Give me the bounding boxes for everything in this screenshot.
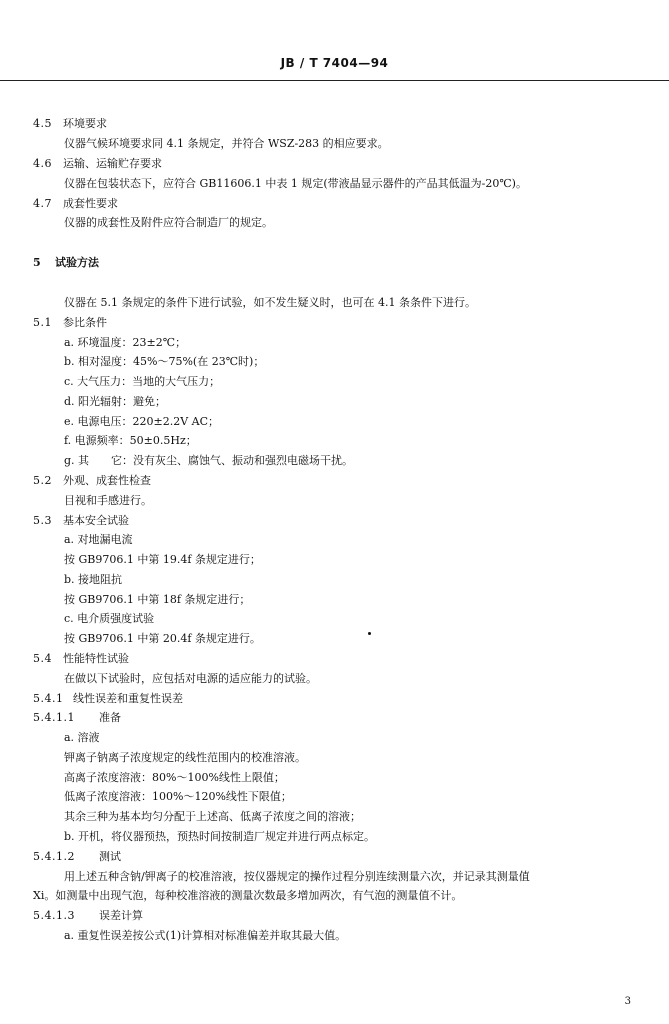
section-heading: 5.3 基本安全试验 bbox=[33, 514, 129, 527]
list-item: c. 电介质强度试验 bbox=[64, 612, 155, 625]
paragraph-line: 按 GB9706.1 中第 19.4f 条规定进行； bbox=[64, 553, 261, 566]
paragraph-line: 目视和手感进行。 bbox=[64, 494, 152, 507]
section-heading: 4.6 运输、运输贮存要求 bbox=[33, 157, 162, 170]
list-item: b. 开机，将仪器预热，预热时间按制造厂规定并进行两点标定。 bbox=[64, 830, 376, 843]
paragraph-line: 其余三种为基本均匀分配于上述高、低离子浓度之间的溶液； bbox=[64, 810, 361, 823]
section-heading: 5.2 外观、成套性检查 bbox=[33, 474, 151, 487]
paragraph-line: 高离子浓度溶液：80%～100%线性上限值； bbox=[64, 771, 285, 784]
subsection-heading: 5.4.1.3 误差计算 bbox=[33, 909, 143, 922]
list-item: a. 溶液 bbox=[64, 731, 100, 744]
paragraph-line: 按 GB9706.1 中第 20.4f 条规定进行。 bbox=[64, 632, 261, 645]
paragraph-line: Xi。如测量中出现气泡，每种校准溶液的测量次数最多增加两次，有气泡的测量值不计。 bbox=[33, 889, 463, 902]
paragraph-line: 钾离子钠离子浓度规定的线性范围内的校准溶液。 bbox=[64, 751, 306, 764]
header-rule bbox=[0, 80, 669, 81]
section-heading: 5.4 性能特性试验 bbox=[33, 652, 129, 665]
list-item: b. 相对湿度：45%～75%(在 23℃时)； bbox=[64, 355, 265, 368]
paragraph-line: 在做以下试验时，应包括对电源的适应能力的试验。 bbox=[64, 672, 317, 685]
list-item: e. 电源电压：220±2.2V AC； bbox=[64, 415, 220, 428]
subsection-heading: 5.4.1 线性误差和重复性误差 bbox=[33, 692, 183, 705]
paragraph-line: 仪器的成套性及附件应符合制造厂的规定。 bbox=[64, 216, 273, 229]
list-item: f. 电源频率：50±0.5Hz； bbox=[64, 434, 197, 447]
paragraph-line: 仪器气候环境要求同 4.1 条规定，并符合 WSZ-283 的相应要求。 bbox=[64, 137, 389, 150]
subsection-heading: 5.4.1.1 准备 bbox=[33, 711, 121, 724]
scan-speck bbox=[368, 632, 371, 635]
paragraph-line: 按 GB9706.1 中第 18f 条规定进行； bbox=[64, 593, 251, 606]
list-item: g. 其 它：没有灰尘、腐蚀气、振动和强烈电磁场干扰。 bbox=[64, 454, 354, 467]
section-heading: 4.7 成套性要求 bbox=[33, 197, 118, 210]
section-heading: 4.5 环境要求 bbox=[33, 117, 107, 130]
paragraph-line: 低离子浓度溶液：100%～120%线性下限值； bbox=[64, 790, 292, 803]
list-item: c. 大气压力：当地的大气压力； bbox=[64, 375, 221, 388]
standard-number-header: JB / T 7404—94 bbox=[280, 56, 389, 70]
section-heading: 5.1 参比条件 bbox=[33, 316, 107, 329]
list-item: a. 对地漏电流 bbox=[64, 533, 133, 546]
paragraph-line: 仪器在 5.1 条规定的条件下进行试验，如不发生疑义时，也可在 4.1 条条件下进行。 bbox=[64, 296, 476, 309]
chapter-heading: 5 试验方法 bbox=[33, 256, 99, 269]
list-item: d. 阳光辐射：避免； bbox=[64, 395, 167, 408]
page-number: 3 bbox=[624, 996, 631, 1007]
subsection-heading: 5.4.1.2 测试 bbox=[33, 850, 121, 863]
list-item: a. 环境温度：23±2℃； bbox=[64, 336, 187, 349]
list-item: b. 接地阻抗 bbox=[64, 573, 123, 586]
list-item: a. 重复性误差按公式(1)计算相对标准偏差并取其最大值。 bbox=[64, 929, 347, 942]
paragraph-line: 用上述五种含钠/钾离子的校准溶液，按仪器规定的操作过程分别连续测量六次，并记录其测量值 bbox=[64, 870, 530, 883]
paragraph-line: 仪器在包装状态下，应符合 GB11606.1 中表 1 规定(带液晶显示器件的产品其低温为-20℃)。 bbox=[64, 177, 527, 190]
